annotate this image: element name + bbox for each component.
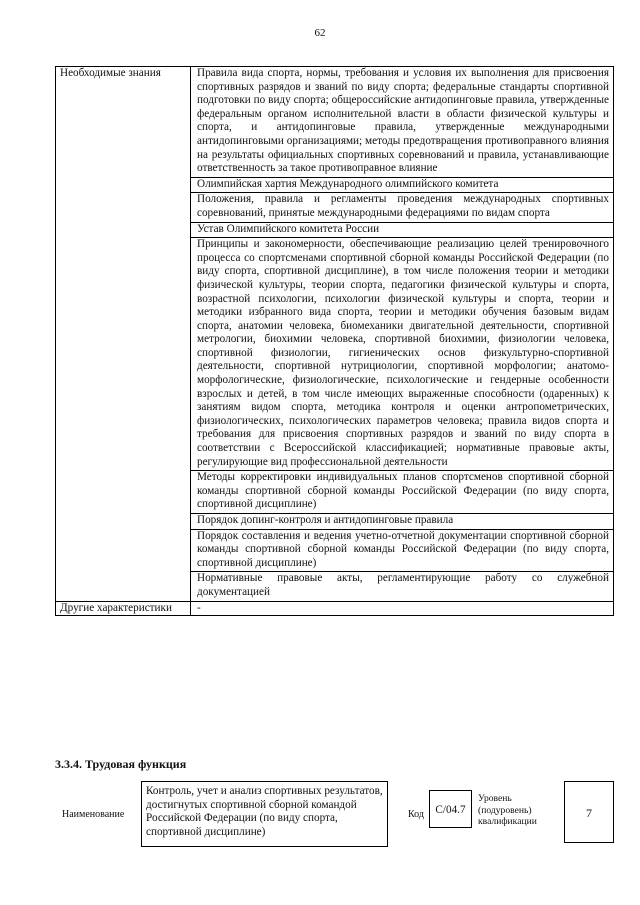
name-label: Наименование [62,809,125,820]
knowledge-table [55,66,614,616]
knowledge-item: Правила вида спорта, нормы, требования и условия их выполнения для присвоения спортивных разрядов и званий по виду спорта; федеральные стандарты спортивной подготовки по виду спорта; общероссийские антидопинговые правила, утвержденные федеральным органом исполнительной власти в области физической культуры и спорта, и антидопинговые правила, утвержденные международными антидопинговыми организациями; методы предотвращения противоправного влияния на результаты официальных спортивных соревнований и правила, устанавливающие ответственность за такое противоправное влияние [191,67,613,178]
section-title: 3.3.4. Трудовая функция [55,757,187,771]
knowledge-label: Необходимые знания [56,67,191,602]
other-label: Другие характеристики [56,601,191,616]
other-value: - [191,601,614,616]
knowledge-item: Принципы и закономерности, обеспечивающие реализацию целей тренировочного процесса со спортсменами спортивной сборной команды Российской Федерации (по виду спорта, спортивной дисциплине), в том числе положения теории и методики физической культуры, теории спорта, педагогики физической культуры и спорта, возрастной психологии, психологии физической культуры и спорта, теории и методики избранного вида спорта, теории и методики обучения базовым видам спорта, анатомии человека, биомеханики двигательной деятельности, спортивной метрологии, биохимии человека, спортивной биохимии, физиологии человека, спортивной физиологии, гигиенических основ физкультурно-спортивной деятельности, спортивной нутрициологии, спортивной морфологии; анатомо-морфологические, физиологические, психологические и гендерные особенности взрослых и детей, в том числе имеющих выраженные способности (одаренных) к занятиям видом спорта, методика контроля и оценки антропометрических, физиологических, психологических параметров человека; правила видов спорта и требования для присвоения спортивных разрядов и званий по виду спорта в соответствии с Всероссийской классификацией; нормативные правовые акты, регулирующие вид профессиональной деятельности [191,238,613,471]
page-number: 62 [314,27,326,39]
code-label: Код [408,809,424,820]
knowledge-item: Порядок составления и ведения учетно-отчетной документации спортивной сборной команды спортивной сборной команды Российской Федерации (по виду спорта, спортивной дисциплине) [191,530,613,573]
knowledge-item: Методы корректировки индивидуальных планов спортсменов спортивной сборной команды спортивной сборной команды Российской Федерации (по виду спорта, спортивной дисциплине) [191,471,613,514]
knowledge-item: Олимпийская хартия Международного олимпийского комитета [191,178,613,194]
knowledge-row [56,67,614,602]
labor-function-row [55,781,614,849]
knowledge-items [191,67,614,602]
knowledge-item: Устав Олимпийского комитета России [191,223,613,239]
level-label: Уровень (подуровень) квалификации [478,793,537,827]
other-characteristics-row [56,601,614,616]
function-name: Контроль, учет и анализ спортивных результатов, достигнутых спортивной сборной командой Российской Федерации (по виду спорта, спортивной дисциплине) [141,781,388,847]
knowledge-item: Порядок допинг-контроля и антидопинговые правила [191,514,613,530]
knowledge-item: Положения, правила и регламенты проведения международных спортивных соревнований, принятые международными федерациями по видам спорта [191,193,613,222]
knowledge-item: Нормативные правовые акты, регламентирующие работу со служебной документацией [197,572,609,598]
function-code: C/04.7 [429,790,472,828]
qualification-level: 7 [564,781,614,843]
